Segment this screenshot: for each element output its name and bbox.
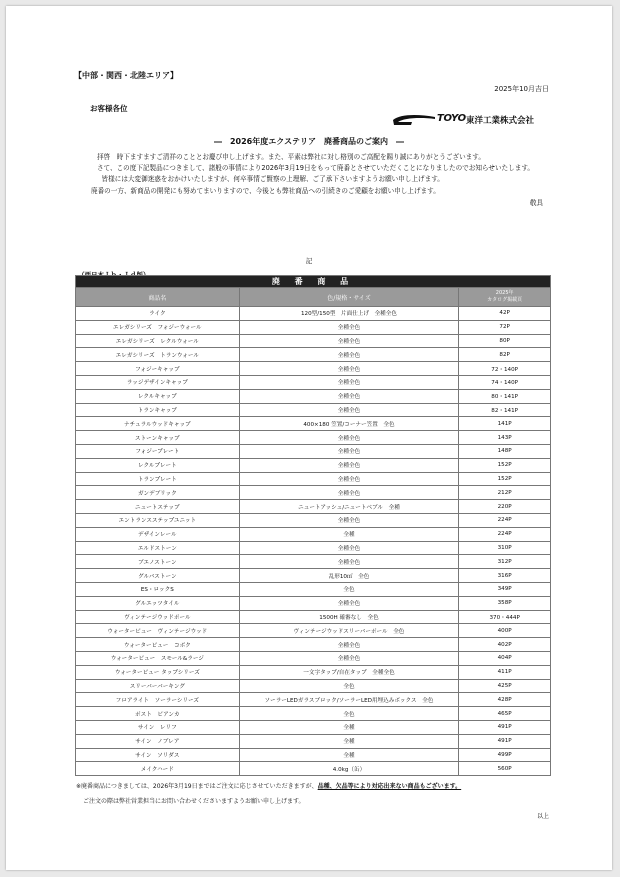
catalog-page-cell: 224P [459,513,551,527]
product-name-cell: エルドストーン [76,541,240,555]
catalog-page-cell: 80P [459,334,551,348]
product-spec-cell: 全色 [239,679,459,693]
product-spec-cell: 全種 [239,527,459,541]
footer-contact-note: ご注文の際は弊社営業担当にお問い合わせくださいますようお願い申し上げます。 [83,798,305,805]
area-label: 【中部・関西・北陸エリア】 [74,71,178,80]
product-spec-cell: ソーラーLEDガラスブロック/ソーラーLED用埋込みボックス 全色 [239,693,459,707]
table-row [76,610,551,624]
table-row [76,734,551,748]
closing-mark: 以上 [537,813,550,820]
catalog-page-cell: 143P [459,431,551,445]
letter-paragraph: さて、この度下記製品につきまして、諸般の事情により2026年3月19日をもって廃番とさせていただくことになりましたのでお知らせいたします。 [96,164,534,173]
catalog-page-cell: 42P [459,307,551,321]
product-spec-cell: 全種全色 [239,362,459,376]
catalog-page-cell: 74・140P [459,375,551,389]
product-spec-cell: ニュートアッシュ/ニュートベブル 全種 [239,500,459,514]
catalog-page-cell: 428P [459,693,551,707]
table-row [76,417,551,431]
product-name-cell: フォジープレート [76,444,240,458]
table-row [76,500,551,514]
catalog-page-cell: 82・141P [459,403,551,417]
product-name-cell: レクルキャップ [76,389,240,403]
issue-date: 2025年10月吉日 [494,85,549,93]
product-name-cell: デザインレール [76,527,240,541]
catalog-page-cell: 141P [459,417,551,431]
product-spec-cell: 120型/150型 片面仕上げ 全種全色 [239,307,459,321]
table-row [76,651,551,665]
product-name-cell: メイクハード [76,762,240,776]
product-name-cell: トランキャップ [76,403,240,417]
letter-body [91,152,543,207]
product-spec-cell: 全種全色 [239,431,459,445]
catalog-page-cell: 370・444P [459,610,551,624]
product-name-cell: ナチュラルウッドキャップ [76,417,240,431]
catalog-page-cell: 152P [459,458,551,472]
table-row [76,707,551,721]
table-row [76,513,551,527]
product-name-cell: グルエッツタイル [76,596,240,610]
table-row [76,486,551,500]
product-spec-cell: 全色 [239,582,459,596]
product-name-cell: ガンデブリック [76,486,240,500]
product-spec-cell: 全種全色 [239,375,459,389]
product-spec-cell: 全種全色 [239,513,459,527]
table-row [76,527,551,541]
product-spec-cell: 一文字タップ/自在タップ 全種全色 [239,665,459,679]
catalog-page-cell: 400P [459,624,551,638]
product-spec-cell: 全種 [239,748,459,762]
table-row [76,403,551,417]
table-row [76,638,551,652]
discontinued-products-table [75,275,551,776]
table-row [76,762,551,776]
table-row [76,375,551,389]
product-name-cell: エレガシリーズ トランウォール [76,348,240,362]
product-name-cell: ウォータービュー コボク [76,638,240,652]
product-name-cell: グルバストーン [76,569,240,583]
product-spec-cell: 全種全色 [239,444,459,458]
catalog-page-cell: 425P [459,679,551,693]
product-spec-cell: 全種全色 [239,348,459,362]
table-row [76,334,551,348]
product-name-cell: サイン ノブレア [76,734,240,748]
catalog-page-cell: 358P [459,596,551,610]
product-name-cell: ニュートステップ [76,500,240,514]
catalog-page-cell: 499P [459,748,551,762]
product-name-cell: ウォータービュー タップシリーズ [76,665,240,679]
table-row [76,472,551,486]
table-row [76,720,551,734]
product-name-cell: ヴィンテージウッドポール [76,610,240,624]
product-name-cell: スリーバーバーキング [76,679,240,693]
catalog-page-cell: 152P [459,472,551,486]
product-spec-cell: 全種全色 [239,389,459,403]
catalog-page-cell: 411P [459,665,551,679]
table-row [76,555,551,569]
column-header-page [459,288,551,307]
table-row [76,569,551,583]
table-row [76,748,551,762]
catalog-page-cell: 220P [459,500,551,514]
table-row [76,444,551,458]
product-spec-cell: 全種全色 [239,638,459,652]
product-name-cell: エントランスステップユニット [76,513,240,527]
product-spec-cell: 1500H 確審なし 全色 [239,610,459,624]
document-page [6,6,612,870]
product-spec-cell: 全種全色 [239,486,459,500]
catalog-page-cell: 491P [459,720,551,734]
product-name-cell: ラッジデザインキャップ [76,375,240,389]
catalog-page-cell: 560P [459,762,551,776]
product-name-cell: ウォータービュー スモール&ラージ [76,651,240,665]
product-name-cell: ES・ロックS [76,582,240,596]
table-row [76,582,551,596]
table-row [76,348,551,362]
catalog-page-cell: 224P [459,527,551,541]
catalog-page-cell: 80・141P [459,389,551,403]
product-name-cell: エレガシリーズ レクルウォール [76,334,240,348]
letter-paragraph: 皆様には大変御迷惑をおかけいたしますが、何卒事情ご賢察の上理解、ご了承下さいますようお願い申し上げます。 [101,175,444,184]
catalog-page-cell: 212P [459,486,551,500]
product-spec-cell: 全種 [239,720,459,734]
product-name-cell: ウォータービュー ヴィンテージウッド [76,624,240,638]
catalog-page-cell: 72・140P [459,362,551,376]
product-spec-cell: 400×180 笠置/コーナー笠置 全色 [239,417,459,431]
signoff: 敬具 [529,198,543,207]
table-row [76,541,551,555]
product-spec-cell: 全種全色 [239,555,459,569]
catalog-page-cell: 148P [459,444,551,458]
product-spec-cell: 全種全色 [239,458,459,472]
catalog-page-cell: 402P [459,638,551,652]
catalog-page-cell: 465P [459,707,551,721]
catalog-page-cell: 349P [459,582,551,596]
catalog-page-cell: 72P [459,320,551,334]
product-name-cell: フロアライト ソーラーシリーズ [76,693,240,707]
product-spec-cell: 全種全色 [239,320,459,334]
table-row [76,596,551,610]
company-name: 東洋工業株式会社 [466,116,535,126]
product-name-cell: レクルプレート [76,458,240,472]
ki-marker: 記 [305,257,313,265]
column-header-page-line1: 2025年 [495,290,514,296]
product-name-cell: フォジーキャップ [76,362,240,376]
catalog-page-cell: 82P [459,348,551,362]
logo-brand-text: TOYO [437,113,466,124]
table-row [76,665,551,679]
product-spec-cell: 全種全色 [239,541,459,555]
table-row [76,362,551,376]
table-row [76,431,551,445]
table-row [76,458,551,472]
column-header-name: 商品名 [76,288,240,307]
table-row [76,389,551,403]
catalog-page-cell: 404P [459,651,551,665]
product-name-cell: トランプレート [76,472,240,486]
table-band-title: 廃 番 商 品 [76,276,551,288]
catalog-page-cell: 491P [459,734,551,748]
footer-note-emphasis: 品種、欠品等により対応出来ない商品もございます。 [317,783,462,790]
product-spec-cell: 全種全色 [239,472,459,486]
product-spec-cell: 全種全色 [239,334,459,348]
column-header-spec: 色/規格・サイズ [239,288,459,307]
product-spec-cell: 全種 [239,734,459,748]
footer-note [76,781,461,790]
product-name-cell: ライク [76,307,240,321]
table-row [76,307,551,321]
product-spec-cell: 乱形10㎡ 全色 [239,569,459,583]
toyo-logo-icon [392,114,436,126]
table-row [76,320,551,334]
catalog-page-cell: 312P [459,555,551,569]
table-row [76,693,551,707]
footer-note-text: ※廃番商品につきましては、2026年3月19日まではご注文に応じさせていただきますが、 [76,783,318,790]
product-spec-cell: 全色 [239,707,459,721]
product-spec-cell: 全種全色 [239,403,459,417]
product-spec-cell: 全種全色 [239,596,459,610]
catalog-page-cell: 310P [459,541,551,555]
product-name-cell: ストーンキャップ [76,431,240,445]
product-name-cell: サイン レリフ [76,720,240,734]
product-spec-cell: 4.0kg（缶） [239,762,459,776]
column-header-page-line2: カタログ掲載頁 [487,297,523,303]
table-row [76,679,551,693]
product-name-cell: ポスト ビアンカ [76,707,240,721]
letter-paragraph: 廃番の一方、新商品の開発にも努めてまいりますので、今後とも弊社商品への引続きのご愛顧をお願い申し上げます。 [91,186,440,195]
letter-paragraph: 拝啓 時下ますますご清祥のこととお慶び申し上げます。また、平素は弊社に対し格別のご高配を賜り誠にありがとうございます。 [96,153,485,161]
product-name-cell: ブエノストーン [76,555,240,569]
notice-title: ― 2026年度エクステリア 廃番商品のご案内 ― [213,137,405,146]
table-body [76,307,551,776]
product-spec-cell: ヴィンテージウッドスリーバーポール 全色 [239,624,459,638]
product-name-cell: サイン ソリダス [76,748,240,762]
catalog-page-cell: 316P [459,569,551,583]
table-row [76,624,551,638]
product-spec-cell: 全種全色 [239,651,459,665]
addressee: お客様各位 [90,104,128,113]
company-logo [392,113,552,129]
product-name-cell: エレガシリーズ フォジーウォール [76,320,240,334]
